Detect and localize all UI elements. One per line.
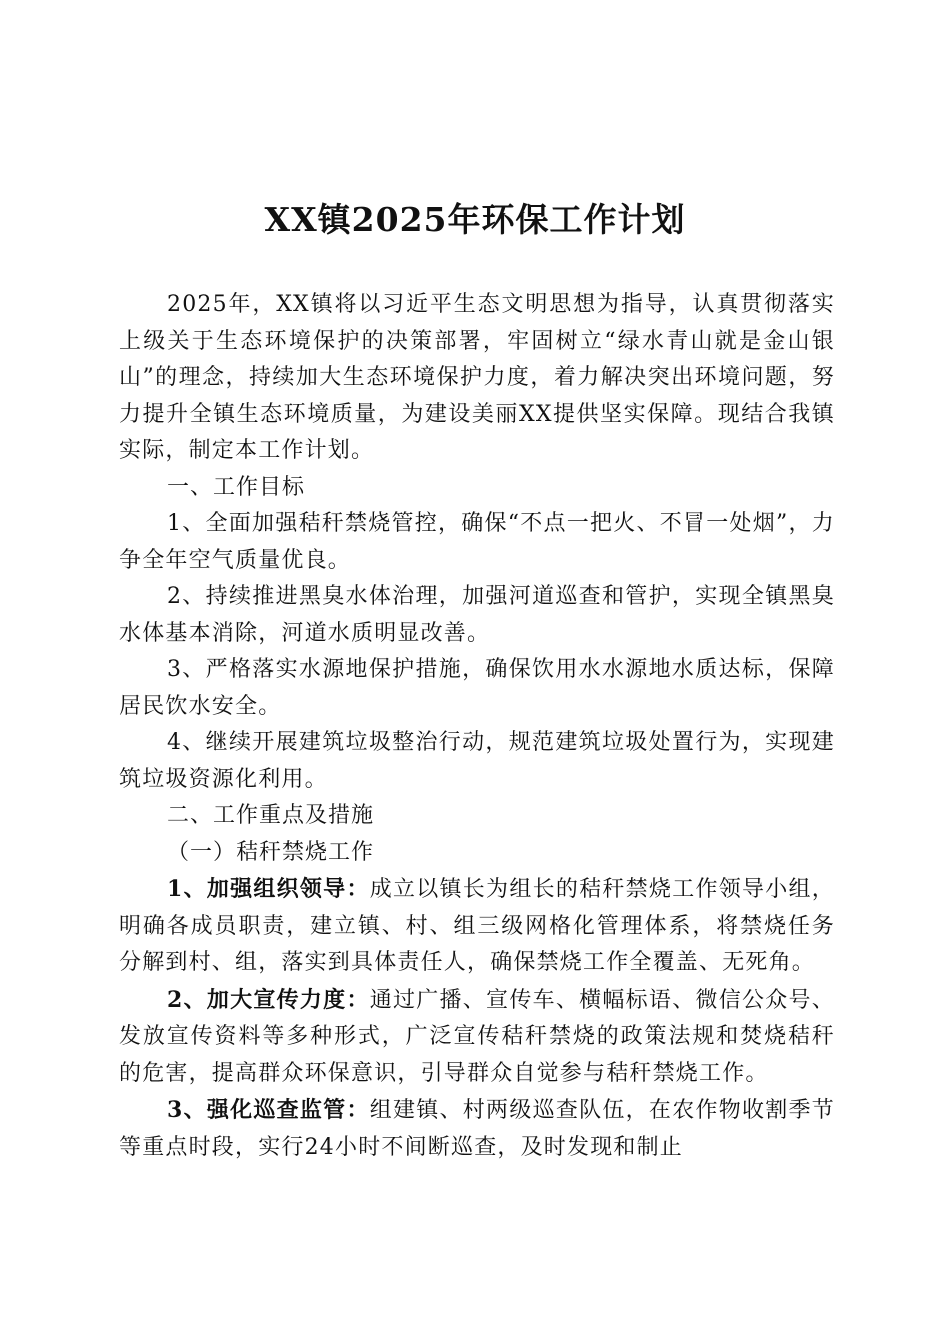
measure-lead: 2、加大宣传力度： <box>167 986 370 1013</box>
goal-item: 3、严格落实水源地保护措施，确保饮用水水源地水质达标，保障居民饮水安全。 <box>119 657 835 719</box>
section-heading-goals: 一、工作目标 <box>167 474 306 500</box>
goal-item: 4、继续开展建筑垃圾整治行动，规范建筑垃圾处置行为，实现建筑垃圾资源化利用。 <box>119 730 835 792</box>
measure-lead: 1、加强组织领导： <box>167 876 370 902</box>
document-body <box>119 287 835 1166</box>
measure-item <box>119 1092 835 1166</box>
goal-item: 2、持续推进黑臭水体治理，加强河道巡查和管护，实现全镇黑臭水体基本消除，河道水质明显改善。 <box>119 584 835 646</box>
section-heading-measures: 二、工作重点及措施 <box>167 803 375 828</box>
measure-lead: 3、强化巡查监管： <box>167 1097 370 1123</box>
measure-text: 组建镇、村两级巡查队伍，在农作物收割季节等重点时段，实行24小时不间断巡查，及时发现和制止 <box>119 1098 835 1160</box>
document-title: XX镇2025年环保工作计划 <box>264 200 686 239</box>
goal-item: 1、全面加强秸秆禁烧管控，确保“不点一把火、不冒一处烟”，力争全年空气质量优良。 <box>119 511 835 573</box>
measure-item <box>119 982 835 1093</box>
measure-item <box>119 871 835 982</box>
intro-paragraph: 2025年，XX镇将以习近平生态文明思想为指导，认真贯彻落实上级关于生态环境保护的决策部署，牢固树立“绿水青山就是金山银山”的理念，持续加大生态环境保护力度，着力解决突出环境问题，努力提升全镇生态环境质量，为建设美丽XX提供坚实保障。现结合我镇实际，制定本工作计划。 <box>119 292 835 463</box>
subsection-heading-straw-burning: （一）秸秆禁烧工作 <box>167 839 375 865</box>
measure-text: 通过广播、宣传车、横幅标语、微信公众号、发放宣传资料等多种形式，广泛宣传秸秆禁烧的政策法规和焚烧秸秆的危害，提高群众环保意识，引导群众自觉参与秸秆禁烧工作。 <box>119 987 835 1086</box>
measure-text: 成立以镇长为组长的秸秆禁烧工作领导小组，明确各成员职责，建立镇、村、组三级网格化管理体系，将禁烧任务分解到村、组，落实到具体责任人，确保禁烧工作全覆盖、无死角。 <box>119 877 835 975</box>
